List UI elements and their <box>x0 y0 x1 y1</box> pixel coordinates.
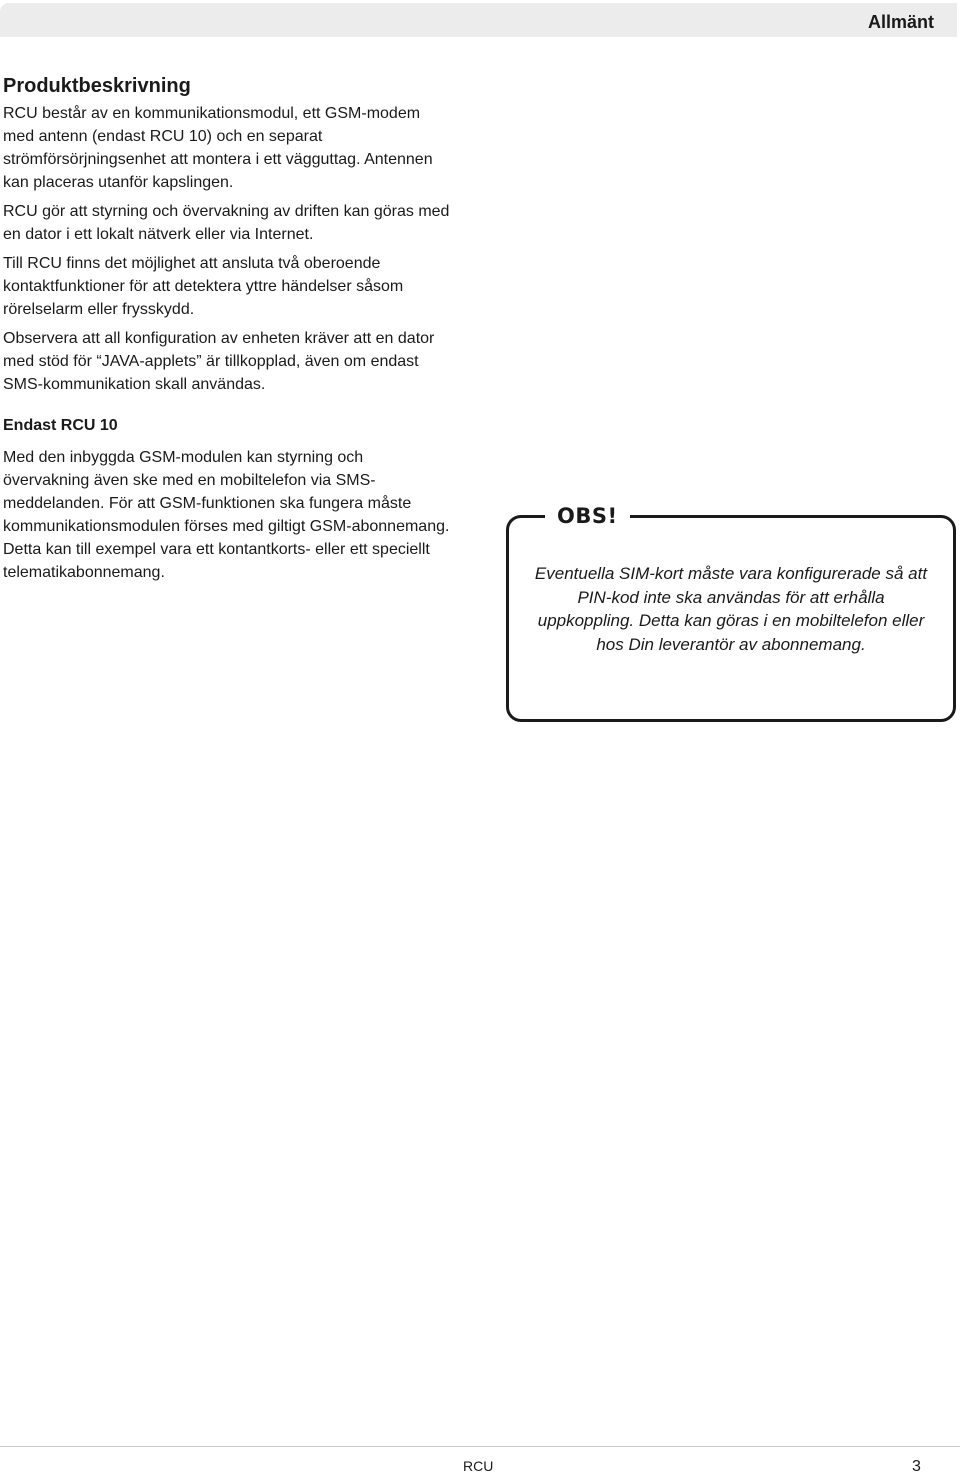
page-number: 3 <box>912 1458 921 1475</box>
header-bar <box>0 3 957 37</box>
notice-text: Eventuella SIM-kort måste vara konfigurerade så att PIN-kod inte ska användas för att erhålla uppkoppling. Detta kan göras i en mobiltelefon eller hos Din leverantör av abonnemang. <box>534 564 928 654</box>
notice-label-wrap <box>545 503 630 529</box>
section-header-title: Allmänt <box>867 12 934 32</box>
paragraph-contacts: Till RCU finns det möjlighet att ansluta två oberoende kontaktfunktioner för att detektera yttre händelser såsom rörelselarm eller frysskydd. <box>3 255 404 318</box>
page-title: Produktbeskrivning <box>3 75 191 97</box>
footer-divider <box>0 1446 960 1447</box>
footer-product-label: RCU <box>463 1458 494 1474</box>
notice-box <box>506 504 956 722</box>
paragraph-gsm: Med den inbyggda GSM-modulen kan styrning och övervakning även ske med en mobiltelefon via SMS-meddelanden. För att GSM-funktionen ska fungera måste kommunikationsmodulen förses med giltigt GSM-abonnemang. Detta kan till exempel vara ett kontantkorts- eller ett speciellt telematikabonnemang. <box>3 449 450 581</box>
notice-label: OBS! <box>557 504 618 528</box>
main-column <box>3 74 453 590</box>
paragraph-intro: RCU består av en kommunikationsmodul, ett GSM-modem med antenn (endast RCU 10) och en separat strömförsörjningsenhet att montera i ett vägguttag. Antennen kan placeras utanför kapslingen. <box>3 105 433 191</box>
paragraph-control: RCU gör att styrning och övervakning av driften kan göras med en dator i ett lokalt nätverk eller via Internet. <box>3 203 450 243</box>
paragraph-java-note: Observera att all konfiguration av enheten kräver att en dator med stöd för “JAVA-applets” är tillkopplad, även om endast SMS-kommunikation skall användas. <box>3 330 435 393</box>
subheading-rcu10: Endast RCU 10 <box>3 417 118 434</box>
